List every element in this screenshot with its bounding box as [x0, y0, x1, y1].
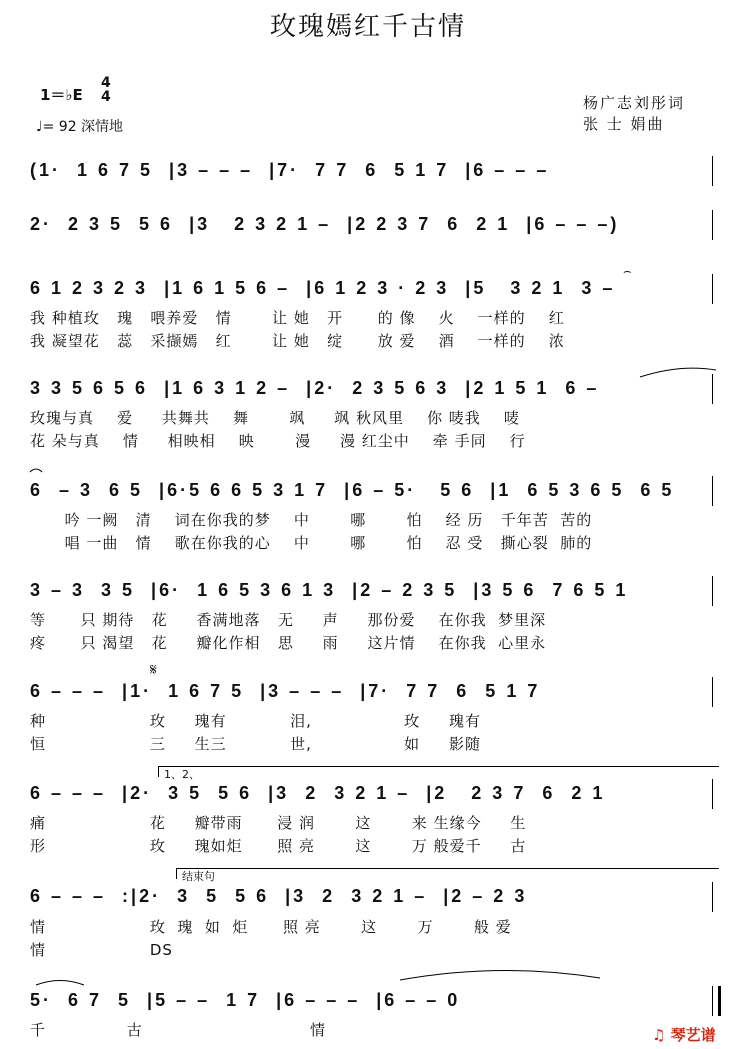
- score-row-7: 6 – – – |1· 1 6 7 5 |3 – – – |7· 7 7 6 5 1 7: [30, 681, 541, 701]
- score-row-1: (1· 1 6 7 5 |3 – – – |7· 7 7 6 5 1 7 |6 – – –: [30, 160, 550, 180]
- lyric-row-7-verse-2: 恒 三 生三 世, 如 影随: [30, 735, 482, 753]
- score-row-5: 6 – 3 6 5 |6·5 6 6 5 3 1 7 |6 – 5· 5 6 |1 6 5 3 6 5 6 5: [30, 480, 675, 500]
- lyric-row-6-verse-1: 等 只 期待 花 香满地落 无 声 那份爱 在你我 梦里深: [30, 611, 547, 629]
- fermata-icon: ⌢: [623, 264, 632, 279]
- lyric-row-6-verse-2: 疼 只 渴望 花 瓣化作相 思 雨 这片情 在你我 心里永: [30, 634, 547, 652]
- lyric-row-9-verse-1: 情 玫 瑰 如 炬 照 亮 这 万 般 爱: [30, 918, 512, 936]
- score-row-2: 2· 2 3 5 5 6 |3 2 3 2 1 – |2 2 3 7 6 2 1 |6 – – –): [30, 214, 620, 234]
- lyric-row-8-verse-2: 形 玫 瑰如炬 照 亮 这 万 般爱千 古: [30, 837, 527, 855]
- lyric-row-5-verse-1: 吟 一阙 清 词在你我的梦 中 哪 怕 经 历 千年苦 苦的: [30, 511, 593, 529]
- lyric-row-8-verse-1: 痛 花 瓣带雨 浸 润 这 来 生缘今 生: [30, 814, 527, 832]
- tie-mark: [36, 981, 84, 986]
- composer-credit: 张 士 娟曲: [583, 115, 665, 133]
- lyric-row-10: 千 古 情: [30, 1021, 327, 1039]
- score-row-4: 3 3 5 6 5 6 |1 6 3 1 2 – |2· 2 3 5 6 3 |2 1 5 1 6 –: [30, 378, 600, 398]
- brand-logo-icon: ♫: [652, 1026, 671, 1044]
- lyric-row-4-verse-2: 花 朵与真 情 相映相 映 漫 漫 红尘中 牵 手同 行: [30, 432, 526, 450]
- tie-mark: [400, 970, 600, 980]
- lyric-row-3-verse-1: 我 种植玫 瑰 喂养爱 情 让 她 开 的 像 火 一样的 红: [30, 309, 565, 327]
- time-signature-bottom: 4: [101, 89, 111, 105]
- score-row-3: 6 1 2 3 2 3 |1 6 1 5 6 – |6 1 2 3 · 2 3 |5 3 2 1 3 –: [30, 278, 616, 298]
- coda-label: 结束句: [182, 870, 215, 883]
- lyric-row-5-verse-2: 唱 一曲 情 歌在你我的心 中 哪 怕 忍 受 撕心裂 肺的: [30, 534, 593, 552]
- tie-mark: [30, 469, 42, 472]
- time-signature-top: 4: [101, 75, 111, 91]
- lyricist-credit: 杨广志刘彤词: [583, 94, 686, 112]
- lyric-row-9-verse-2: 情 DS: [30, 941, 173, 959]
- score-row-10: 5· 6 7 5 |5 – – 1 7 |6 – – – |6 – – 0: [30, 990, 461, 1010]
- tie-mark: [640, 368, 716, 377]
- score-row-9: 6 – – – :|2· 3 5 5 6 |3 2 3 2 1 – |2 – 2 3: [30, 886, 528, 906]
- brand-logo: [652, 1024, 716, 1045]
- score-row-6: 3 – 3 3 5 |6· 1 6 5 3 6 1 3 |2 – 2 3 5 |3 5 6 7 6 5 1: [30, 580, 629, 600]
- lyric-row-4-verse-1: 玫瑰与真 爱 共舞共 舞 飒 飒 秋风里 你 唛我 唛: [30, 409, 520, 427]
- tempo-marking: ♩= 92 深情地: [36, 119, 124, 135]
- brand-logo-text: 琴艺谱: [670, 1026, 716, 1044]
- key-signature: 1＝♭E: [40, 86, 83, 104]
- lyric-row-7-verse-1: 种 玫 瑰有 泪, 玫 瑰有: [30, 712, 482, 730]
- page-title: 玫瑰嫣红千古情: [269, 12, 466, 42]
- lyric-row-3-verse-2: 我 凝望花 蕊 采撷嫣 红 让 她 绽 放 爱 酒 一样的 浓: [30, 332, 565, 350]
- score-row-8: 6 – – – |2· 3 5 5 6 |3 2 3 2 1 – |2 2 3 7 6 2 1: [30, 783, 606, 803]
- segno-icon: 𝄋: [150, 660, 157, 679]
- volta-label: 1、2、: [164, 768, 200, 781]
